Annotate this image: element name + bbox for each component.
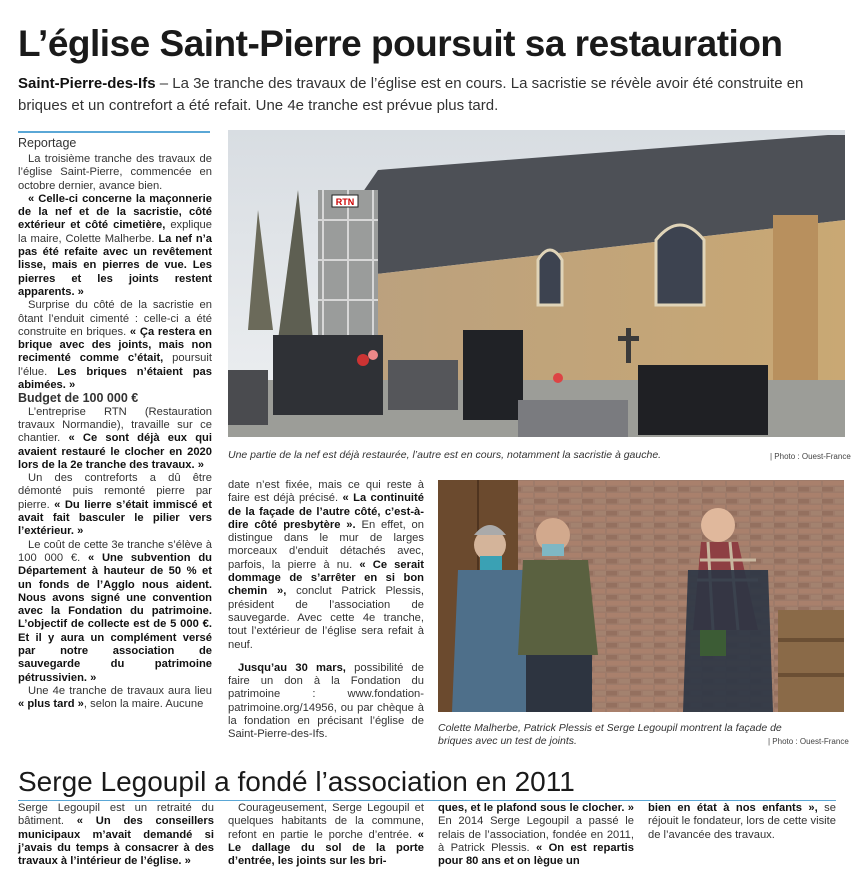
lead-place: Saint-Pierre-des-Ifs	[18, 75, 156, 92]
paragraph	[438, 802, 634, 868]
rtn-sign: RTN	[335, 197, 355, 207]
photo2-caption: Colette Malherbe, Patrick Plessis et Serge Legoupil montrent la façade de briques avec un test de joints.	[438, 722, 782, 747]
quote: « Ce serait dommage de s’arrêter en si bon chemin »,	[228, 558, 425, 598]
photo1-credit: | Photo : Ouest-France	[770, 452, 851, 461]
lead-text: – La 3e tranche des travaux de l’église est en cours. La sacristie se révèle avoir été construite en briques et un contrefort a été refait. Une 4e tranche est prévue plus tard.	[18, 75, 804, 114]
paragraph	[228, 479, 424, 652]
quote: ques, et le plafond sous le clocher. »	[438, 802, 634, 814]
article-title: L’église Saint-Pierre poursuit sa restauration	[18, 23, 783, 64]
people-illustration	[438, 480, 844, 712]
article-column-1	[18, 153, 212, 711]
text: , selon la maire. Aucune	[83, 698, 204, 711]
paragraph	[18, 472, 212, 538]
photo1-caption: Une partie de la nef est déjà restaurée, l’autre est en cours, notamment la sacristie à gauche.	[228, 449, 662, 461]
text: conclut Patrick Plessis, président de l’association de sauvegarde. Avec cette 4e tranche, tout l’extérieur de l’église sera refait à neuf.	[228, 585, 424, 651]
text: se réjouit le fondateur, lors de cette visite de l’avancée des travaux.	[648, 802, 836, 841]
quote: « Un des conseillers municipaux m’avait demandé si j’avais du temps à consacrer à des travaux à l’intérieur de l’église. »	[18, 815, 214, 868]
text: Surprise du côté de la sacristie en ôtant l’enduit cimenté : celle-ci a été construite en briques.	[18, 299, 212, 338]
quote: « On est repartis pour 80 ans et on lègue un	[438, 841, 634, 868]
article2-column-2	[228, 802, 424, 868]
paragraph	[18, 406, 212, 472]
article2-column-3	[438, 802, 634, 868]
quote: bien en état à nos enfants »,	[648, 802, 818, 814]
article-column-2	[228, 479, 424, 742]
paragraph	[18, 539, 212, 685]
paragraph	[18, 153, 212, 193]
text: possibilité de faire un don à la Fondation du patrimoine : www.fondation-patrimoine.org/14956, ou par chèque à la fondation en précisant l’église de Saint-Pierre-des-Ifs.	[228, 661, 424, 741]
text: En 2014 Serge Legoupil a passé le relais de l’association, fondée en 2011, à Patrick Plessis.	[438, 815, 634, 854]
photo2-credit: | Photo : Ouest-France	[768, 737, 849, 746]
paragraph	[18, 685, 212, 712]
church-photo	[228, 130, 845, 437]
paragraph	[228, 802, 424, 868]
quote: « Une subvention du Département à hauteur de 50 % et un fonds de l’Agglo nous aident. Nous avons signé une convention avec la Fondation du patrimoine. L’objectif de collecte est de 5 000 €. Et il y aura un complément versé par notre association de sauvegarde du patrimoine pétrussivien. »	[18, 551, 212, 684]
quote: « Du lierre s’était immiscé et avait fait basculer le pilier vers l’extérieur. »	[18, 498, 212, 538]
paragraph	[228, 662, 424, 742]
people-photo	[438, 480, 844, 712]
text: La troisième tranche des travaux de l’église Saint-Pierre, commencée en octobre dernier, avance bien.	[18, 153, 212, 192]
subheading: Budget de 100 000 €	[18, 391, 139, 406]
text: date n’est fixée, mais ce qui reste à faire est déjà précisé.	[228, 479, 424, 505]
text: explique la maire, Colette Malherbe.	[18, 219, 212, 245]
article2-column-4	[648, 802, 836, 842]
text: Le coût de cette 3e tranche s’élève à 100 000 €.	[18, 538, 212, 564]
quote: « Celle-ci concerne la maçonnerie de la nef et de la sacristie, côté extérieur et côté cimetière,	[18, 192, 212, 232]
paragraph	[18, 299, 212, 392]
date-highlight: Jusqu’au 30 mars,	[238, 661, 346, 674]
quote: « Ça restera en brique avec des joints, mais non recimenté comme c’était,	[18, 325, 212, 365]
quote: Les briques n’étaient pas abimées. »	[18, 365, 212, 392]
article2-rule	[18, 800, 836, 801]
article-lead	[18, 73, 833, 117]
article2-title: Serge Legoupil a fondé l’association en 2011	[18, 766, 575, 797]
quote: « Le dallage du sol de la porte d’entrée, les joints sur les bri-	[228, 828, 424, 868]
text: Un des contreforts a dû être démonté puis remonté pierre par pierre.	[18, 472, 212, 511]
text: Courageusement, Serge Legoupil et quelques habitants de la commune, refont en partie le porche d’entrée.	[228, 802, 424, 841]
text: poursuit l’élue.	[18, 352, 212, 378]
paragraph	[18, 193, 212, 299]
text: En effet, on distingue dans le mur de larges morceaux d’enduit détachés avec, parfois, la pierre à nu.	[228, 518, 424, 571]
quote: La nef n’a pas été refaite avec un revêtement lisse, mais en pierres de vue. Les pierres et les joints restent apparents. »	[18, 232, 212, 298]
paragraph	[18, 802, 214, 868]
church-illustration	[228, 130, 845, 437]
quote: « Ce sont déjà eux qui avaient restauré le clocher en 2020 lors de la 2e tranche des travaux. »	[18, 432, 212, 471]
section-label: Reportage	[18, 131, 210, 150]
text: L’entreprise RTN (Restauration travaux Normandie), travaille sur ce chantier.	[18, 405, 212, 445]
text: Serge Legoupil est un retraité du bâtiment.	[18, 802, 214, 828]
text: Une 4e tranche de travaux aura lieu	[28, 684, 212, 697]
quote: « plus tard »	[18, 698, 84, 711]
paragraph	[648, 802, 836, 842]
quote: « La continuité de la façade de l’autre côté, c’est-à-dire côté presbytère ».	[228, 492, 424, 531]
article2-column-1	[18, 802, 214, 868]
